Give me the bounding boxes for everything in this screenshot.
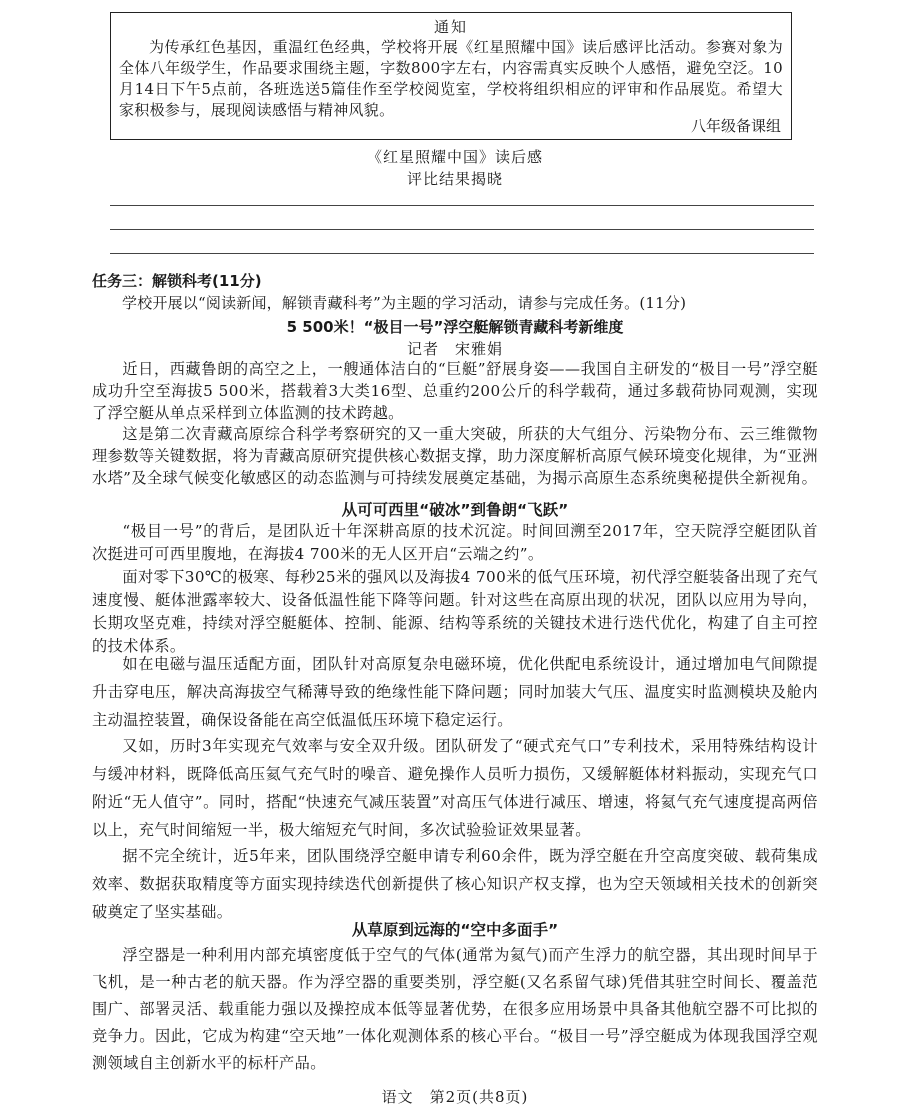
answer-line — [110, 205, 814, 206]
article-paragraph: 近日，西藏鲁朗的高空之上，一艘通体洁白的“巨艇”舒展身姿——我国自主研发的“极目一号”浮空艇成功升空至海拔5 500米，搭载着3大类16型、总重约200公斤的科学载荷，通过多载荷协同观测，实现了浮空艇从单点采样到立体监测的技术跨越。 — [92, 360, 818, 422]
section-heading: 从草原到远海的“空中多面手” — [351, 921, 559, 939]
notice-body: 为传承红色基因，重温红色经典，学校将开展《红星照耀中国》读后感评比活动。参赛对象为全体八年级学生，作品要求围绕主题，字数800字左右，内容需真实反映个人感悟，避免空泛。10月14日下午5点前，各班选送5篇佳作至学校阅览室，学校将组织相应的评审和作品展览。希望大家积极参与，展现阅读感悟与精神风貌。 — [119, 38, 783, 119]
article-paragraph: 面对零下30℃的极寒、每秒25米的强风以及海拔4 700米的低气压环境，初代浮空艇装备出现了充气速度慢、艇体泄露率较大、设备低温性能下降等问题。针对这些在高原出现的状况，团队以应用为导向，长期攻坚克难，持续对浮空艇艇体、控制、能源、结构等系统的关键技术进行迭代优化，构建了自主可控的技术体系。 — [92, 568, 818, 655]
notice-signature: 八年级备课组 — [690, 117, 781, 135]
task-intro: 学校开展以“阅读新闻，解锁青藏科考”为主题的学习活动，请参与完成任务。(11分) — [122, 294, 687, 312]
article-paragraph: “极目一号”的背后，是团队近十年深耕高原的技术沉淀。时间回溯至2017年，空天院浮空艇团队首次挺进可可西里腹地，在海拔4 700米的无人区开启“云端之约”。 — [92, 522, 818, 563]
article-paragraph: 又如，历时3年实现充气效率与安全双升级。团队研发了“硬式充气口”专利技术，采用特殊结构设计与缓冲材料，既降低高压氦气充气时的噪音、避免操作人员听力损伤，又缓解艇体材料振动，实现充气口附近“无人值守”。同时，搭配“快速充气减压装置”对高压气体进行减压、增速，将氦气充气速度提高两倍以上，充气时间缩短一半，极大缩短充气时间，多次试验验证效果显著。 — [92, 737, 818, 839]
section-heading: 从可可西里“破冰”到鲁朗“飞跃” — [341, 501, 569, 519]
notice-title: 通知 — [433, 18, 468, 36]
answer-line — [110, 229, 814, 230]
evaluation-subtitle: 评比结果揭晓 — [406, 170, 503, 188]
evaluation-title: 《红星照耀中国》读后感 — [366, 148, 543, 166]
page-footer: 语文 第2页(共8页) — [381, 1088, 529, 1106]
answer-line — [110, 253, 814, 254]
notice-box — [110, 12, 792, 140]
article-paragraph: 这是第二次青藏高原综合科学考察研究的又一重大突破，所获的大气组分、污染物分布、云三维微物理参数等关键数据，将为青藏高原研究提供核心数据支撑，助力深度解析高原气候环境变化规律，为“亚洲水塔”及全球气候变化敏感区的动态监测与可持续发展奠定基础，为揭示高原生态系统奥秘提供全新视角。 — [92, 425, 818, 487]
article-title: 5 500米！“极目一号”浮空艇解锁青藏科考新维度 — [286, 318, 624, 336]
article-paragraph: 据不完全统计，近5年来，团队围绕浮空艇申请专利60余件，既为浮空艇在升空高度突破、载荷集成效率、数据获取精度等方面实现持续迭代创新提供了核心知识产权支撑，也为空天领域相关技术的创新突破奠定了坚实基础。 — [92, 847, 818, 921]
article-paragraph: 如在电磁与温压适配方面，团队针对高原复杂电磁环境，优化供配电系统设计，通过增加电气间隙提升击穿电压，解决高海拔空气稀薄导致的绝缘性能下降问题；同时加装大气压、温度实时监测模块及舱内主动温控装置，确保设备能在高空低温低压环境下稳定运行。 — [92, 655, 818, 729]
article-author: 记者 宋雅娟 — [406, 340, 503, 358]
task-heading: 任务三：解锁科考(11分) — [92, 272, 262, 290]
article-paragraph: 浮空器是一种利用内部充填密度低于空气的气体(通常为氦气)而产生浮力的航空器，其出现时间早于飞机，是一种古老的航天器。作为浮空器的重要类别，浮空艇(又名系留气球)凭借其驻空时间长、覆盖范围广、部署灵活、载重能力强以及操控成本低等显著优势，在很多应用场景中具备其他航空器不可比拟的竞争力。因此，它成为构建“空天地”一体化观测体系的核心平台。“极目一号”浮空艇成为体现我国浮空观测领域自主创新水平的标杆产品。 — [92, 946, 818, 1072]
